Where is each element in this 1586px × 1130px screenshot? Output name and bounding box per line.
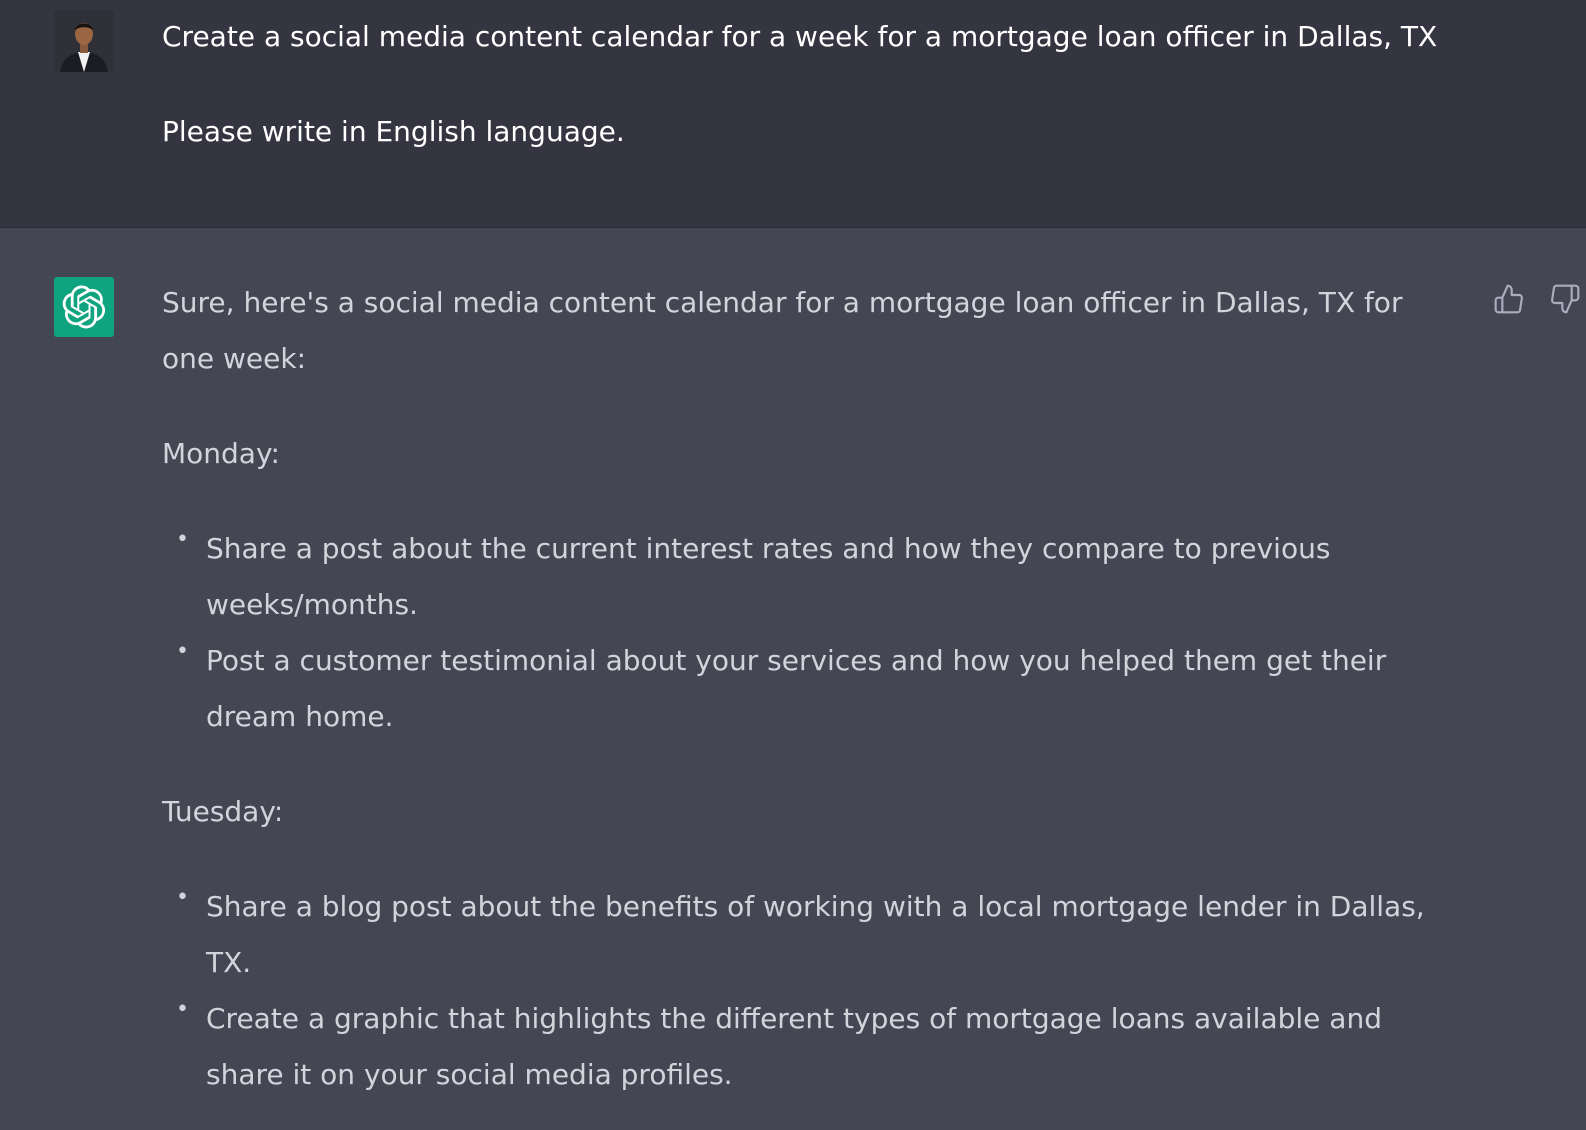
bullet-icon: •: [176, 639, 189, 664]
list-item: [162, 879, 1462, 991]
user-avatar: [54, 10, 114, 72]
thumbs-down-icon: [1549, 283, 1581, 315]
assistant-message: [162, 275, 1462, 1103]
list-item-text: Create a graphic that highlights the different types of mortgage loans available and share it on your social media profiles.: [206, 1002, 1382, 1091]
day-heading-monday: Monday:: [162, 437, 280, 470]
thumbs-up-button[interactable]: [1492, 282, 1526, 316]
user-message-row: [0, 0, 1586, 228]
thumbs-up-icon: [1493, 283, 1525, 315]
bullet-icon: •: [176, 527, 189, 552]
list-item-text: Post a customer testimonial about your services and how you helped them get their dream home.: [206, 644, 1387, 733]
user-message: [162, 9, 1452, 160]
list-item-text: Share a blog post about the benefits of working with a local mortgage lender in Dallas, TX.: [206, 890, 1425, 979]
list-item: [162, 521, 1462, 633]
openai-logo-icon: [62, 285, 106, 329]
list-item: [162, 991, 1462, 1103]
thumbs-down-button[interactable]: [1548, 282, 1582, 316]
list-item-text: Share a post about the current interest rates and how they compare to previous weeks/months.: [206, 532, 1331, 621]
bullet-icon: •: [176, 885, 189, 910]
day-heading-tuesday: Tuesday:: [162, 795, 284, 828]
user-photo: [54, 10, 114, 72]
user-message-line: Please write in English language.: [162, 115, 625, 148]
assistant-message-row: [0, 228, 1586, 1130]
list-item: [162, 633, 1462, 745]
assistant-intro: Sure, here's a social media content calendar for a mortgage loan officer in Dallas, TX for one week:: [162, 286, 1403, 375]
feedback-buttons: [1492, 282, 1582, 316]
assistant-avatar: [54, 277, 114, 337]
task-list-monday: [162, 521, 1462, 745]
user-message-line: Create a social media content calendar for a week for a mortgage loan officer in Dallas, TX: [162, 20, 1438, 53]
bullet-icon: •: [176, 997, 189, 1022]
task-list-tuesday: [162, 879, 1462, 1103]
